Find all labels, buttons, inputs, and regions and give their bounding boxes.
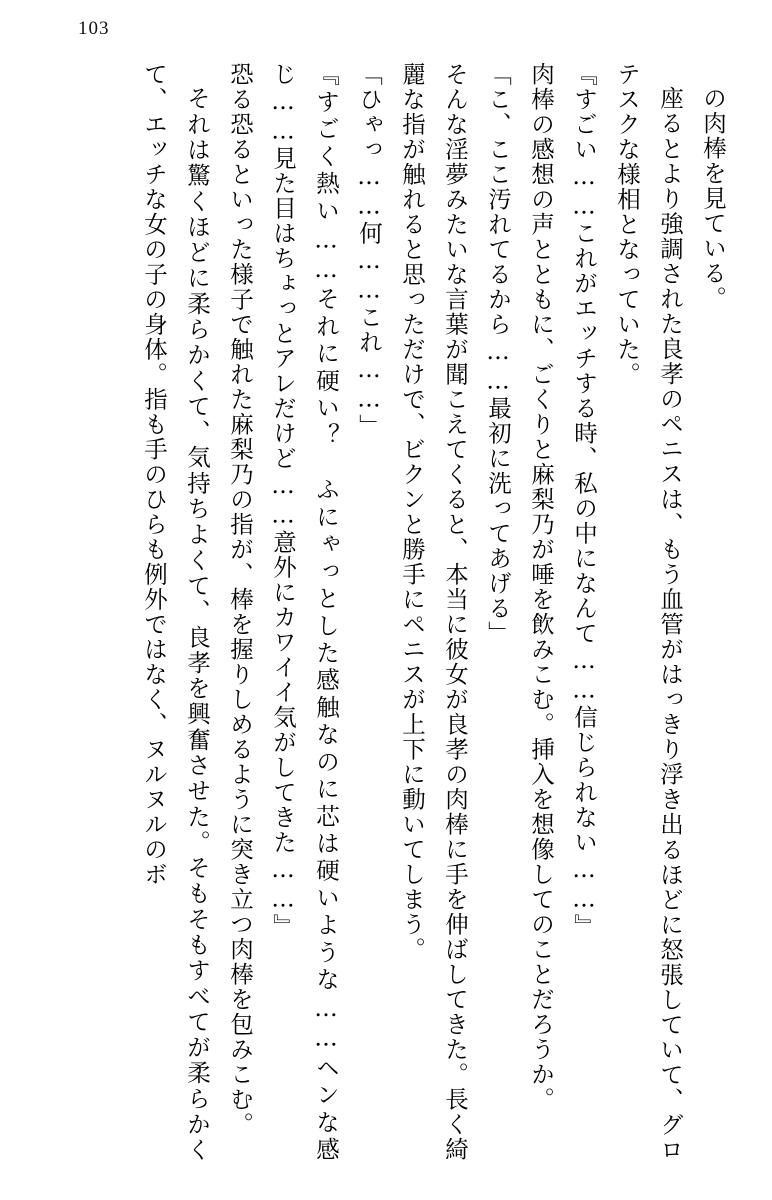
paragraph: 「こ、ここ汚れてるから……最初に洗ってあげる」: [484, 62, 512, 646]
paragraph: 『すごく熱い……それに硬い？ ふにゃっとした感触なのに芯は硬いような……ヘンな感じ……見た目はちょっとアレだけど……意外にカワイイ気がしてきた……』: [269, 62, 340, 1162]
vertical-text-body: [44, 62, 734, 1162]
paragraph: 「ひゃっ……何……これ……」: [355, 62, 383, 439]
paragraph: そんな淫夢みたいな言葉が聞こえてくると、本当に彼女が良孝の肉棒に手を伸ばしてきた。長く綺麗な指が触れると思っただけで、ビクンと勝手にペニスが上下に動いてしまう。: [398, 62, 469, 1162]
paragraph: 座るとより強調された良孝のペニスは、もう血管がはっきり浮き出るほどに怒張していて、グロテスクな様相となっていた。: [613, 62, 684, 1162]
paragraph: それは驚くほどに柔らかくて、気持ちよくて、良孝を興奮させた。そもそもすべてが柔らかくて、エッチな女の子の身体。指も手のひらも例外ではなく、ヌルヌルのボ: [140, 62, 211, 1162]
paragraph: の肉棒を見ている。: [699, 85, 727, 311]
paragraph: 恐る恐るといった様子で触れた麻梨乃の指が、棒を握りしめるように突き立つ肉棒を包みこむ。: [226, 62, 254, 1137]
paragraph: 肉棒の感想の声とともに、ごくりと麻梨乃が唾を飲みこむ。挿入を想像してのことだろうか。: [527, 62, 555, 1112]
paragraph: 『すごい……これがエッチする時、私の中になんて……信じられない……』: [570, 62, 598, 939]
page-number: 103: [78, 18, 110, 39]
